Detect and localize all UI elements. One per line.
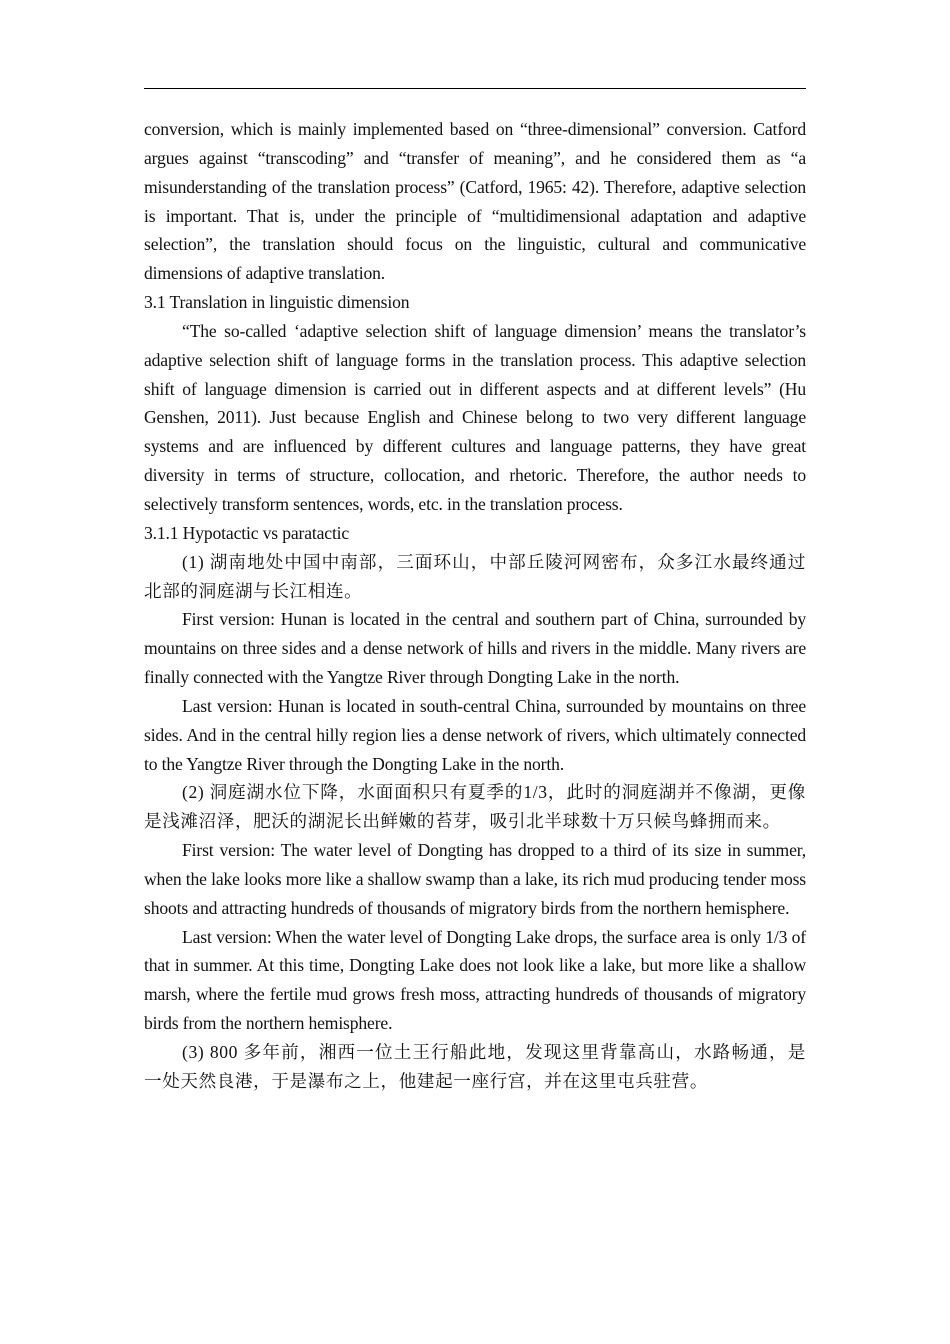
example-2-first-version: First version: The water level of Dongting has dropped to a third of its size in summer, when the lake looks more like a shallow swamp than a lake, its rich mud producing tender moss shoots and attracting hundreds of thousands of migratory birds from the northern hemisphere. [144, 840, 806, 918]
intro-paragraph: conversion, which is mainly implemented based on “three-dimensional” conversion. Catford argues against “transcoding” and “transfer of meaning”, and he considered them as “a misunderstanding of the translation process” (Catford, 1965: 42). Therefore, adaptive selection is important. That is, under the principle of “multidimensional adaptation and adaptive selection”, the translation should focus on the linguistic, cultural and communicative dimensions of adaptive translation. [144, 119, 806, 284]
example-1-first-version: First version: Hunan is located in the central and southern part of China, surrounded by mountains on three sides and a dense network of hills and rivers in the middle. Many rivers are finally connected with the Yangtze River through Dongting Lake in the north. [144, 609, 806, 688]
example-3-chinese: (3) 800 多年前，湘西一位土王行船此地，发现这里背靠高山，水路畅通，是一处天然良港，于是瀑布之上，他建起一座行宫，并在这里屯兵驻营。 [144, 1042, 806, 1091]
subsection-heading-3-1-1: 3.1.1 Hypotactic vs paratactic [144, 522, 350, 543]
example-2-chinese: (2) 洞庭湖水位下降，水面面积只有夏季的1/3，此时的洞庭湖并不像湖，更像是浅滩沼泽，肥沃的湖泥长出鲜嫩的苔芽，吸引北半球数十万只候鸟蜂拥而来。 [144, 782, 806, 832]
example-1-chinese: (1) 湖南地处中国中南部，三面环山，中部丘陵河网密布，众多江水最终通过北部的洞庭湖与长江相连。 [144, 551, 806, 601]
section-heading-3-1: 3.1 Translation in linguistic dimension [144, 292, 410, 313]
document-body [144, 115, 806, 1096]
example-1-last-version: Last version: Hunan is located in south-central China, surrounded by mountains on three sides. And in the central hilly region lies a dense network of rivers, which ultimately connected to the Yangtze River through the Dongting Lake in the north. [144, 695, 806, 774]
linguistic-dimension-paragraph: “The so-called ‘adaptive selection shift of language dimension’ means the translator’s adaptive selection shift of language forms in the translation process. This adaptive selection shift of language dimension is carried out in different aspects and at different levels” (Hu Genshen, 2011). Just because English and Chinese belong to two very different language systems and are influenced by different cultures and language patterns, they have great diversity in terms of structure, collocation, and rhetoric. Therefore, the author needs to selectively transform sentences, words, etc. in the translation process. [144, 320, 806, 514]
header-rule [144, 88, 806, 89]
example-2-last-version: Last version: When the water level of Dongting Lake drops, the surface area is only 1/3 of that in summer. At this time, Dongting Lake does not look like a lake, but more like a shallow marsh, where the fertile mud grows fresh moss, attracting hundreds of thousands of migratory birds from the northern hemisphere. [144, 926, 806, 1034]
